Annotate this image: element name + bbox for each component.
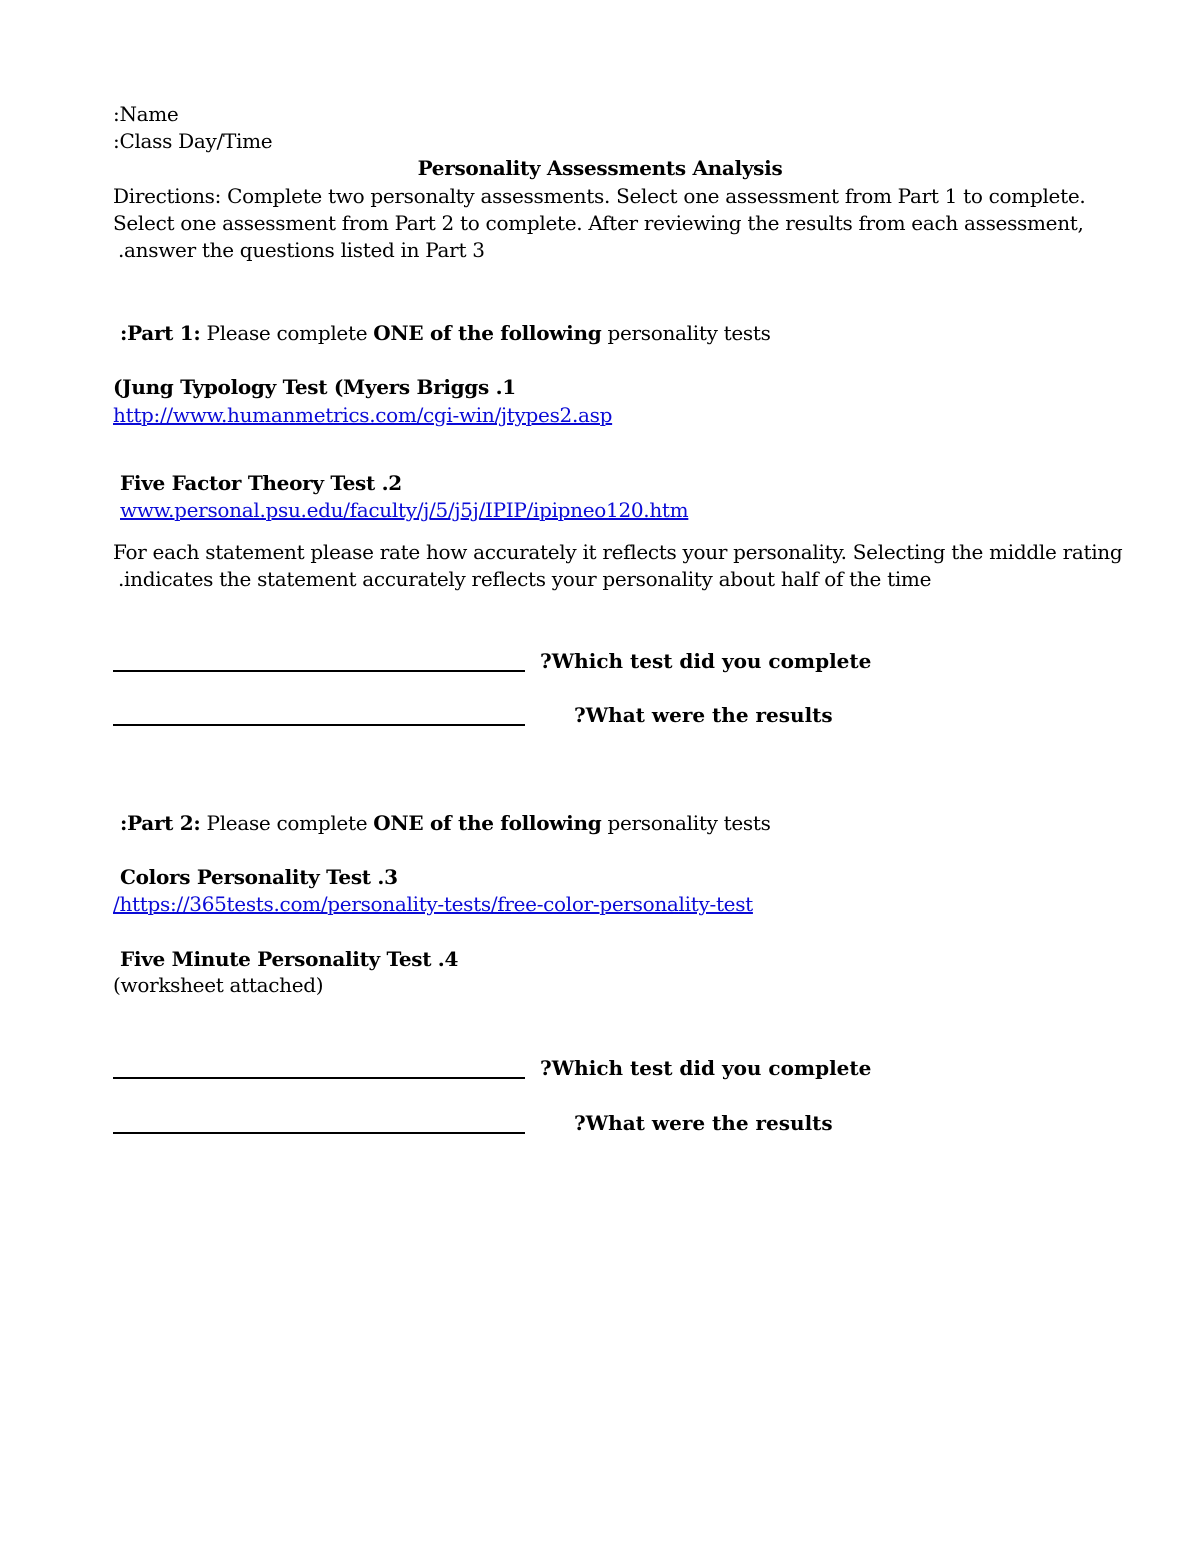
test2-link[interactable]: www.personal.psu.edu/faculty/j/5/j5j/IPIP/ipipneo120.htm	[120, 498, 689, 522]
part2-label: :Part 2:	[120, 811, 201, 835]
part1-text-before: Please complete	[200, 321, 374, 345]
directions-line-2: Select one assessment from Part 2 to complete. After reviewing the results from each assessment,	[113, 211, 1084, 235]
part2-which-test-answer-line[interactable]	[113, 1077, 525, 1079]
test1-title: (Jung Typology Test (Myers Briggs .1	[113, 375, 516, 399]
directions-line-3: .answer the questions listed in Part 3	[118, 238, 485, 262]
test3-link[interactable]: /https://365tests.com/personality-tests/free-color-personality-test	[113, 892, 753, 916]
test4-title: Five Minute Personality Test .4	[120, 947, 459, 971]
part1-which-test-question: ?Which test did you complete	[540, 649, 872, 673]
test1-link[interactable]: http://www.humanmetrics.com/cgi-win/jtypes2.asp	[113, 403, 613, 427]
part2-results-answer-line[interactable]	[113, 1132, 525, 1134]
test2-title: Five Factor Theory Test .2	[120, 471, 402, 495]
rating-note-line-1: For each statement please rate how accurately it reflects your personality. Selecting the middle rating	[113, 540, 1123, 564]
test3-title: Colors Personality Test .3	[120, 865, 398, 889]
class-day-time-label: :Class Day/Time	[113, 129, 273, 153]
part1-which-test-answer-line[interactable]	[113, 670, 525, 672]
rating-note-line-2: .indicates the statement accurately reflects your personality about half of the time	[118, 567, 932, 591]
part2-emphasis: ONE of the following	[373, 811, 602, 835]
part2-which-test-question: ?Which test did you complete	[540, 1056, 872, 1080]
part2-text-before: Please complete	[200, 811, 374, 835]
part1-heading	[120, 320, 771, 346]
name-label: :Name	[113, 102, 179, 126]
test4-note: (worksheet attached)	[113, 973, 324, 997]
part2-heading	[120, 810, 771, 836]
part2-text-after: personality tests	[601, 811, 771, 835]
page-title: Personality Assessments Analysis	[417, 156, 783, 180]
part1-text-after: personality tests	[601, 321, 771, 345]
directions-line-1: Directions: Complete two personalty assessments. Select one assessment from Part 1 to complete.	[113, 184, 1086, 208]
part1-results-question: ?What were the results	[574, 703, 833, 727]
part1-results-answer-line[interactable]	[113, 724, 525, 726]
part2-results-question: ?What were the results	[574, 1111, 833, 1135]
part1-emphasis: ONE of the following	[373, 321, 602, 345]
part1-label: :Part 1:	[120, 321, 201, 345]
